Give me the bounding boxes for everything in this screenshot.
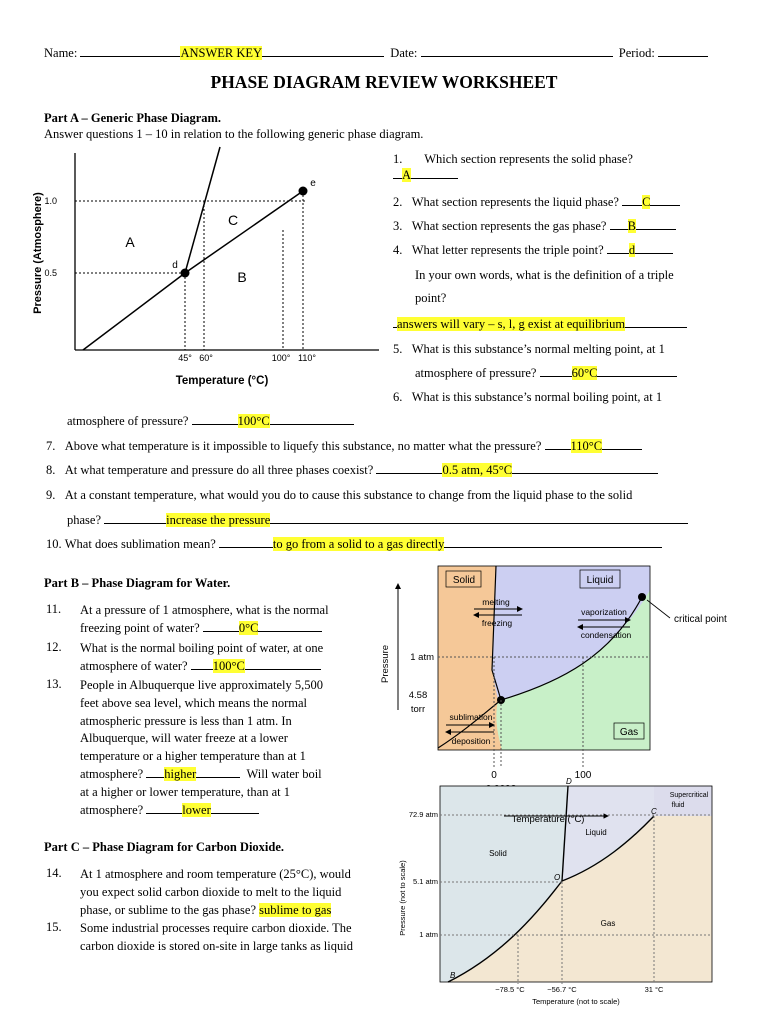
co2-y-axis-label: Pressure (not to scale) <box>398 860 407 936</box>
question-15: Some industrial processes require carbon dioxide. The carbon dioxide is stored on-site in large tanks as liquid <box>80 921 353 953</box>
y-tick-5-1: 5.1 atm <box>412 877 438 886</box>
sublimation-label: sublimation <box>449 712 493 722</box>
question-3: 3. What section represents the gas phase? B <box>393 219 676 234</box>
question-9: 9. At a constant temperature, what would you do to cause this substance to change from the liquid phase to the solid <box>46 488 633 502</box>
date-label: Date: <box>390 46 418 60</box>
part-b-heading: Part B – Phase Diagram for Water. <box>44 576 231 590</box>
name-value: ANSWER KEY <box>180 46 263 60</box>
question-11-number: 11. <box>46 602 62 616</box>
critical-point-e <box>299 187 308 196</box>
part-c-heading: Part C – Phase Diagram for Carbon Dioxide. <box>44 840 285 854</box>
point-o-label: O <box>554 873 561 882</box>
question-5-line2: atmosphere of pressure? 60°C <box>415 366 677 381</box>
region-a-label: A <box>125 234 135 250</box>
answer-1: A <box>393 168 458 183</box>
solid-label: Solid <box>452 575 476 586</box>
x-tick-110: 110° <box>298 353 316 363</box>
point-d-label: d <box>172 260 178 271</box>
y-tick-1: 1.0 <box>44 196 57 206</box>
pressure-axis-label: Pressure <box>380 644 391 684</box>
question-5: 5. What is this substance’s normal melting point, at 1 <box>393 342 665 356</box>
region-b-label: B <box>237 269 247 285</box>
point-d-label: D <box>566 778 572 786</box>
question-14-number: 14. <box>46 866 62 880</box>
question-13: People in Albuquerque live approximately 5,500 feet above sea level, which means the normal atmospheric pressure is less than 1 atm. In Albuquerque, will water freeze at a lower temperature or a higher temperature than at 1 atmosphere? higher Will water boil at a higher or lower temperature, than at 1 atmosphere? lower <box>80 678 324 817</box>
question-4: 4. What letter represents the triple point? d <box>393 243 673 258</box>
name-row <box>44 46 708 61</box>
melting-label: melting <box>482 597 510 607</box>
vaporization-label: vaporization <box>581 607 627 617</box>
triple-point-d <box>181 269 190 278</box>
x-tick-31: 31 °C <box>644 985 664 994</box>
x-zero-label: 0 <box>491 770 497 781</box>
y-tick-72-9: 72.9 atm <box>408 810 438 819</box>
y-tick-1: 1 atm <box>419 930 438 939</box>
question-9-line2: phase? increase the pressure <box>67 513 688 528</box>
condensation-label: condensation <box>580 630 632 640</box>
point-e-label: e <box>310 178 316 189</box>
critical-point-label: critical point <box>674 614 727 625</box>
x-hundred-label: 100 <box>574 770 592 781</box>
point-c-label: C <box>651 807 657 816</box>
part-a-instructions: Answer questions 1 – 10 in relation to the following generic phase diagram. <box>44 127 424 141</box>
name-label: Name: <box>44 46 78 60</box>
liquid-label: Liquid <box>586 575 614 586</box>
freezing-label: freezing <box>481 618 513 628</box>
part-a-heading: Part A – Generic Phase Diagram. <box>44 111 222 125</box>
x-tick-100: 100° <box>271 353 291 363</box>
question-2: 2. What section represents the liquid phase? C <box>393 195 680 210</box>
question-11: At a pressure of 1 atmosphere, what is the normal freezing point of water? 0°C <box>80 603 329 635</box>
gas-label: Gas <box>619 727 639 738</box>
question-7: 7. Above what temperature is it impossible to liquefy this substance, no matter what the pressure? 110°C <box>46 439 642 454</box>
x-axis-label: Temperature (°C) <box>175 375 269 387</box>
water-phase-diagram <box>376 560 768 800</box>
torr-value: 4.58 <box>408 690 428 701</box>
one-atm-label: 1 atm <box>410 652 434 663</box>
fluid-label: fluid <box>671 802 685 809</box>
y-tick-0-5: 0.5 <box>44 268 57 278</box>
period-label: Period: <box>618 46 655 60</box>
question-15-number: 15. <box>46 920 62 934</box>
question-14: At 1 atmosphere and room temperature (25°C), would you expect solid carbon dioxide to melt to the liquid phase, or sublime to the gas phase? sublime to gas <box>80 867 351 917</box>
deposition-label: deposition <box>451 736 491 746</box>
supercritical-label: Supercritical <box>669 792 709 799</box>
question-13-number: 13. <box>46 677 62 691</box>
x-tick-60: 60° <box>199 353 213 363</box>
triple-point-definition: In your own words, what is the definition of a triple <box>415 268 674 282</box>
x-tick-45: 45° <box>178 353 192 363</box>
question-6: 6. What is this substance’s normal boiling point, at 1 <box>393 390 663 404</box>
co2-solid-label: Solid <box>489 849 507 858</box>
region-c-label: C <box>227 212 239 228</box>
torr-unit: torr <box>410 704 426 715</box>
co2-liquid-label: Liquid <box>585 828 607 837</box>
x-tick-minus-56-7: −56.7 °C <box>547 985 577 994</box>
question-10: 10. What does sublimation mean? to go from a solid to a gas directly <box>46 537 662 552</box>
co2-phase-diagram <box>396 778 768 1010</box>
question-1: 1. Which section represents the solid phase? <box>393 152 633 166</box>
question-8: 8. At what temperature and pressure do all three phases coexist? 0.5 atm, 45°C <box>46 463 658 478</box>
triple-point-definition-line2: point? <box>415 291 447 305</box>
co2-gas-label: Gas <box>600 919 616 928</box>
y-axis-label: Pressure (Atmosphere) <box>32 192 44 314</box>
question-12-number: 12. <box>46 640 62 654</box>
temperature-arrow-label: Temperature (°C) <box>511 814 585 825</box>
question-6-line2: atmosphere of pressure? 100°C <box>67 414 354 429</box>
x-tick-minus-78-5: −78.5 °C <box>495 985 525 994</box>
generic-phase-diagram <box>29 145 384 395</box>
co2-x-axis-label: Temperature (not to scale) <box>532 997 620 1006</box>
question-12: What is the normal boiling point of water, at one atmosphere of water? 100°C <box>80 641 324 673</box>
point-b-label: B <box>450 971 456 980</box>
triple-point-answer: answers will vary – s, l, g exist at equilibrium <box>393 317 687 332</box>
page-title: PHASE DIAGRAM REVIEW WORKSHEET <box>210 72 558 92</box>
